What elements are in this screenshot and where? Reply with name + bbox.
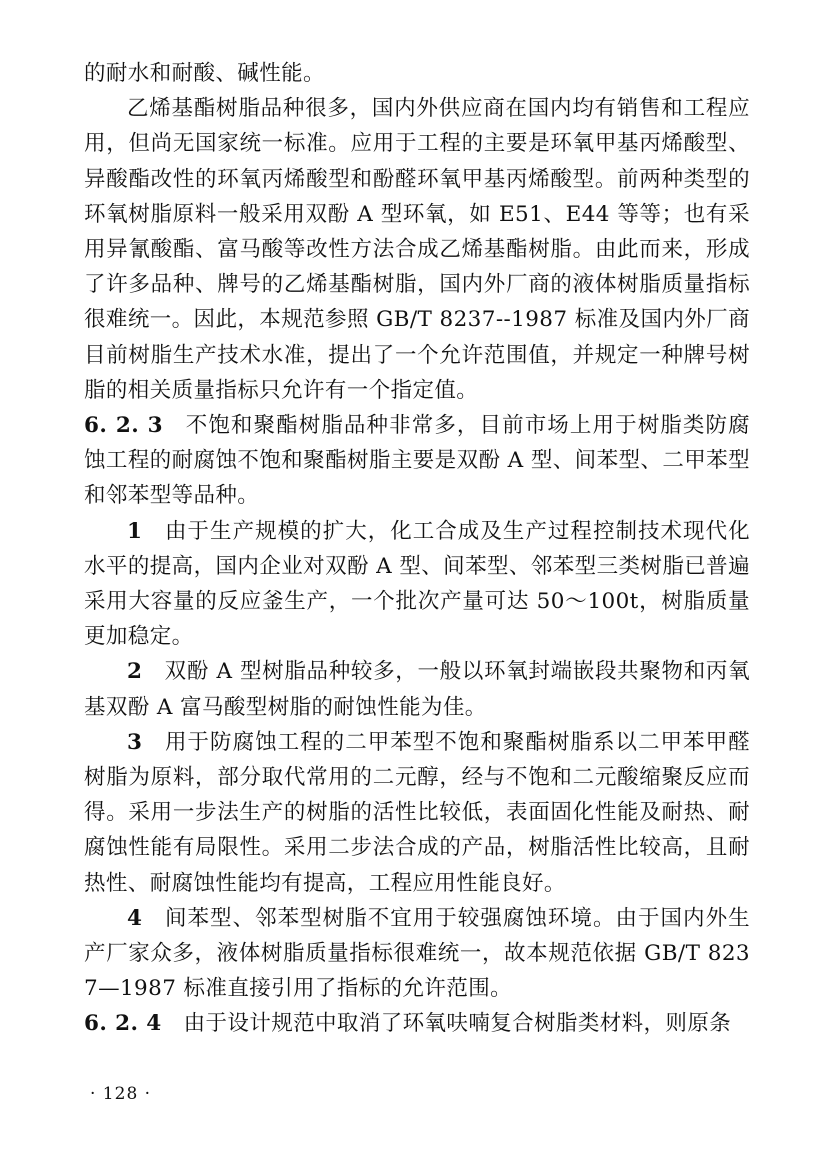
paragraph-text: 间苯型、邻苯型树脂不宜用于较强腐蚀环境。由于国内外生产厂家众多，液体树脂质量指标很难统一，故本规范依据 GB/T 8237—1987 标准直接引用了指标的允许范围。 [84, 905, 750, 1002]
list-item-3 [84, 725, 750, 901]
paragraph-vinyl-ester [84, 91, 750, 408]
item-number: 1 [127, 518, 143, 544]
document-page [84, 56, 750, 1042]
item-number: 2 [127, 659, 143, 685]
section-6-2-4 [84, 1006, 750, 1041]
section-6-2-3 [84, 408, 750, 514]
item-number: 4 [127, 905, 143, 931]
paragraph-text: 由于生产规模的扩大，化工合成及生产过程控制技术现代化水平的提高，国内企业对双酚 A 型、间苯型、邻苯型三类树脂已普遍采用大容量的反应釜生产，一个批次产量可达 50～100t，树脂质量更加稳定。 [84, 518, 750, 650]
page-number: · 128 · [90, 1084, 152, 1104]
paragraph-text: 乙烯基酯树脂品种很多，国内外供应商在国内均有销售和工程应用，但尚无国家统一标准。应用于工程的主要是环氧甲基丙烯酸型、异酸酯改性的环氧丙烯酸型和酚醛环氧甲基丙烯酸型。前两种类型的环氧树脂原料一般采用双酚 A 型环氧，如 E51、E44 等等；也有采用异氰酸酯、富马酸等改性方法合成乙烯基酯树脂。由此而来，形成了许多品种、牌号的乙烯基酯树脂，国内外厂商的液体树脂质量指标很难统一。因此，本规范参照 GB/T 8237--1987 标准及国内外厂商目前树脂生产技术水准，提出了一个允许范围值，并规定一种牌号树脂的相关质量指标只允许有一个指定值。 [84, 96, 750, 403]
paragraph-text: 用于防腐蚀工程的二甲苯型不饱和聚酯树脂系以二甲苯甲醛树脂为原料，部分取代常用的二元醇，经与不饱和二元酸缩聚反应而得。采用一步法生产的树脂的活性比较低，表面固化性能及耐热、耐腐蚀性能有局限性。采用二步法合成的产品，树脂活性比较高，且耐热性、耐腐蚀性能均有提高，工程应用性能良好。 [84, 729, 750, 896]
paragraph-text: 由于设计规范中取消了环氧呋喃复合树脂类材料，则原条 [183, 1011, 732, 1037]
list-item-4 [84, 901, 750, 1007]
paragraph-text: 不饱和聚酯树脂品种非常多，目前市场上用于树脂类防腐蚀工程的耐腐蚀不饱和聚酯树脂主要是双酚 A 型、间苯型、二甲苯型和邻苯型等品种。 [84, 413, 750, 509]
paragraph-text: 双酚 A 型树脂品种较多，一般以环氧封端嵌段共聚物和丙氧基双酚 A 富马酸型树脂的耐蚀性能为佳。 [84, 659, 750, 720]
list-item-2 [84, 654, 750, 724]
paragraph-text: 的耐水和耐酸、碱性能。 [84, 61, 325, 86]
list-item-1 [84, 514, 750, 655]
paragraph-continuation [84, 56, 750, 91]
section-number: 6. 2. 3 [84, 413, 164, 439]
section-number: 6. 2. 4 [84, 1011, 162, 1037]
item-number: 3 [127, 729, 143, 755]
